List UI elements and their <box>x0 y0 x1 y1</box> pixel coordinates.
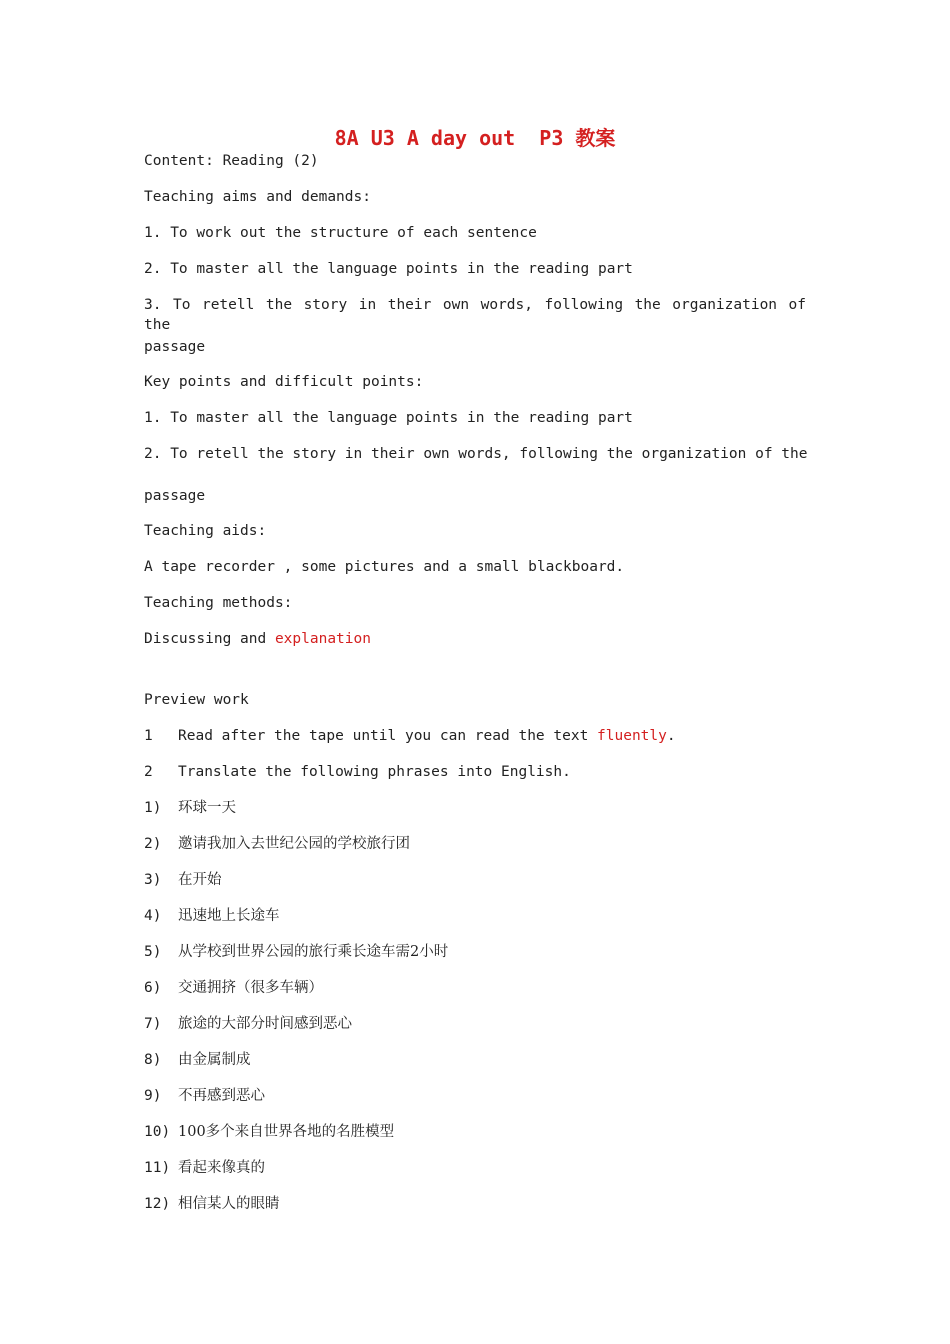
methods-text-plain: Discussing and <box>144 631 275 647</box>
key-points-heading: Key points and difficult points: <box>144 374 424 390</box>
phrase-number: 1) <box>144 800 162 816</box>
phrase-text: 由金属制成 <box>178 1052 251 1068</box>
phrase-text: 100多个来自世界各地的名胜模型 <box>178 1124 395 1140</box>
phrase-text: 交通拥挤（很多车辆） <box>178 980 323 996</box>
aids-heading: Teaching aids: <box>144 523 267 539</box>
phrase-item <box>144 798 236 818</box>
aims-heading: Teaching aims and demands: <box>144 189 371 205</box>
content-line: Content: Reading (2) <box>144 153 319 169</box>
key-point-number: 1. <box>144 410 162 426</box>
preview-text: Translate the following phrases into English. <box>178 764 571 780</box>
aim-item-2 <box>144 259 633 279</box>
document-title: 8A U3 A day out P3 教案 <box>334 126 616 150</box>
preview-item-2 <box>144 762 571 782</box>
phrase-number: 10) <box>144 1124 171 1140</box>
aim-text: To retell the story in their own words, following the organization of the <box>144 297 807 333</box>
aim-number: 2. <box>144 261 162 277</box>
key-point-item-2-wrap: passage <box>144 488 206 504</box>
phrase-text: 相信某人的眼睛 <box>178 1196 280 1212</box>
phrase-text: 旅途的大部分时间感到恶心 <box>178 1016 352 1032</box>
preview-text-highlight: fluently <box>597 728 667 744</box>
phrase-number: 2) <box>144 836 162 852</box>
phrase-number: 11) <box>144 1160 171 1176</box>
phrase-item <box>144 1086 265 1106</box>
phrase-text: 迅速地上长途车 <box>178 908 280 924</box>
phrase-number: 4) <box>144 908 162 924</box>
preview-item-1 <box>144 726 676 746</box>
methods-heading: Teaching methods: <box>144 595 293 611</box>
phrase-item <box>144 870 222 890</box>
key-point-item-1 <box>144 408 633 428</box>
phrase-item <box>144 942 448 962</box>
phrase-item <box>144 1050 251 1070</box>
aim-number: 1. <box>144 225 162 241</box>
aids-text: A tape recorder , some pictures and a small blackboard. <box>144 559 625 575</box>
phrase-number: 6) <box>144 980 162 996</box>
preview-text: Read after the tape until you can read the text <box>178 728 598 744</box>
phrase-item <box>144 906 280 926</box>
phrase-text: 不再感到恶心 <box>178 1088 265 1104</box>
phrase-text: 在开始 <box>178 872 222 888</box>
key-point-text: To retell the story in their own words, following the organization of the <box>170 446 808 462</box>
preview-number: 2 <box>144 764 153 780</box>
phrase-number: 3) <box>144 872 162 888</box>
phrase-item <box>144 1014 352 1034</box>
key-point-text: To master all the language points in the reading part <box>170 410 633 426</box>
phrase-number: 7) <box>144 1016 162 1032</box>
phrase-number: 8) <box>144 1052 162 1068</box>
phrase-item <box>144 978 323 998</box>
phrase-item <box>144 1194 280 1214</box>
phrase-item <box>144 1122 394 1142</box>
preview-text-end: . <box>666 728 676 744</box>
phrase-text: 环球一天 <box>178 800 236 816</box>
phrase-number: 9) <box>144 1088 162 1104</box>
key-point-number: 2. <box>144 446 162 462</box>
phrase-text: 从学校到世界公园的旅行乘长途车需2小时 <box>178 944 449 960</box>
aim-text: To master all the language points in the reading part <box>170 261 633 277</box>
methods-text-highlight: explanation <box>274 631 371 647</box>
key-point-item-2 <box>144 444 807 464</box>
phrase-text: 看起来像真的 <box>178 1160 265 1176</box>
phrase-number: 12) <box>144 1196 171 1212</box>
aim-text: To work out the structure of each sentence <box>170 225 537 241</box>
phrase-number: 5) <box>144 944 162 960</box>
aim-item-3-wrap: passage <box>144 339 206 355</box>
aim-item-1 <box>144 223 537 243</box>
methods-text <box>144 629 371 649</box>
phrase-item <box>144 834 410 854</box>
phrase-text: 邀请我加入去世纪公园的学校旅行团 <box>178 836 410 852</box>
aim-item-3 <box>144 295 806 335</box>
preview-heading: Preview work <box>144 692 249 708</box>
aim-number: 3. <box>144 297 162 313</box>
phrase-item <box>144 1158 265 1178</box>
preview-number: 1 <box>144 728 153 744</box>
